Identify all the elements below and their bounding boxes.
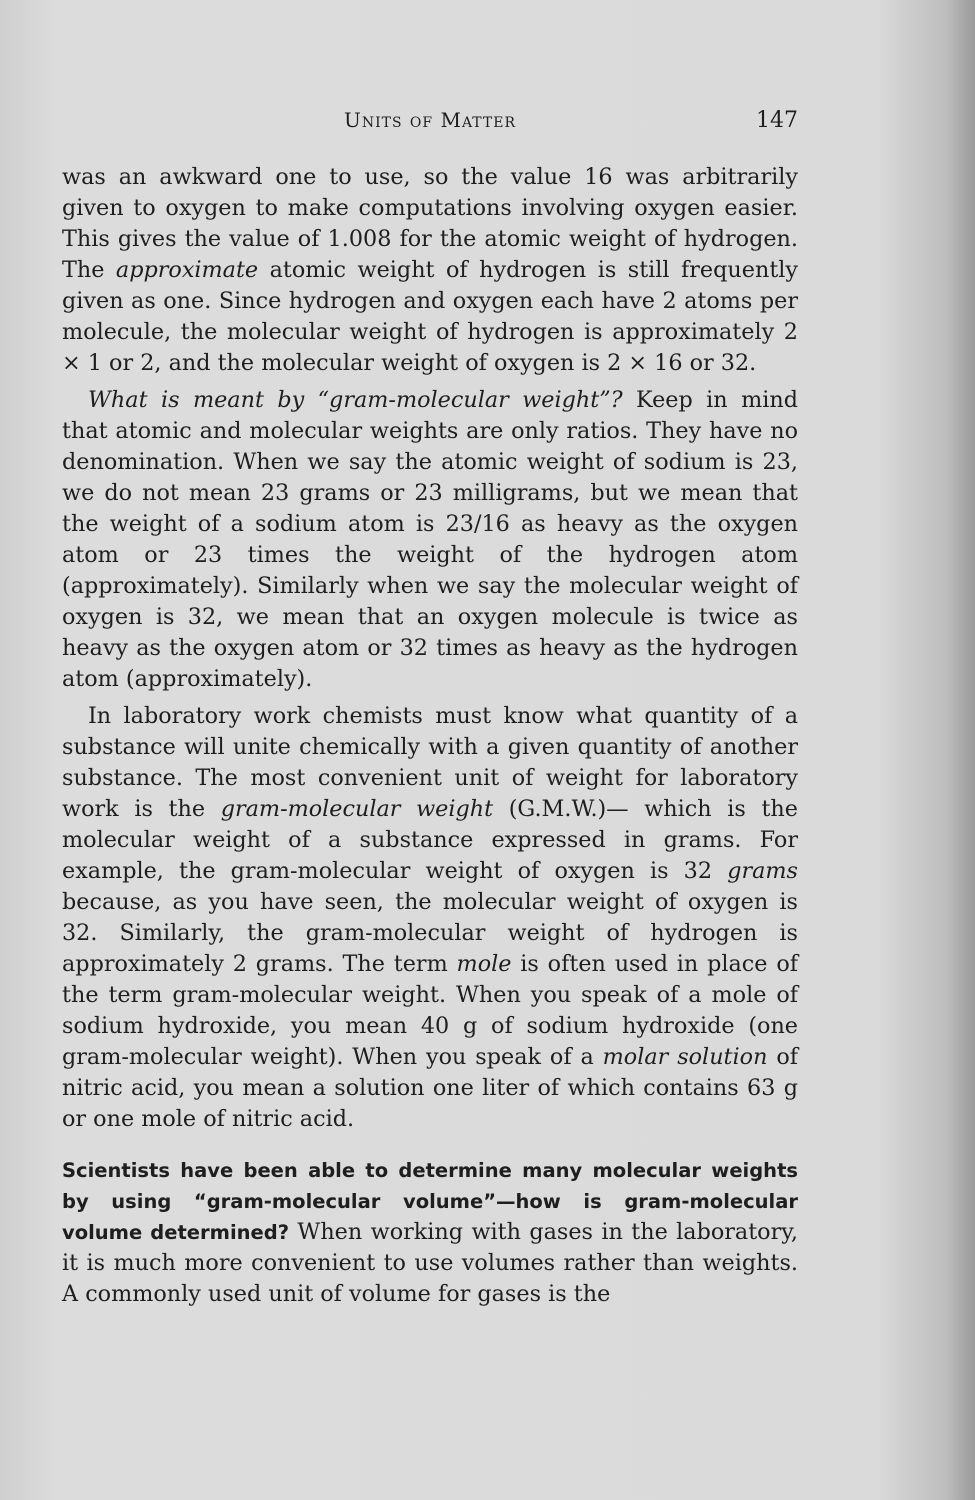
p3-italic-1: gram-molecular weight: [220, 796, 494, 822]
paragraph-4: [62, 1155, 798, 1310]
p3-italic-4: molar solution: [602, 1044, 768, 1070]
p1-text-a: was an awkward one to use, so the value 16 was arbitrarily given to oxygen to make computations involving oxygen easier. This gives the value of 1.008 for the atomic weight of hydrogen. The: [62, 164, 798, 283]
p2-question: What is meant by “gram-molecular weight”?: [88, 387, 623, 413]
p2-body: Keep in mind that atomic and molecular weights are only ratios. They have no denomination. When we say the atomic weight of sodium is 23, we do not mean 23 grams or 23 milligrams, but we mean that the weight of a sodium atom is 23/16 as heavy as the oxygen atom or 23 times the weight of the hydrogen atom (approximately). Similarly when we say the molecular weight of oxygen is 32, we mean that an oxygen molecule is twice as heavy as the oxygen atom or 32 times as heavy as the hydrogen atom (approximately).: [62, 387, 798, 692]
p3-italic-2: grams: [727, 858, 798, 884]
page-number: 147: [756, 108, 798, 133]
p3-text-d: is often used in place of the term gram-molecular weight. When you speak of a mole of sodium hydroxide, you mean 40 g of sodium hydroxide (one gram-molecular weight). When you speak of a: [62, 951, 798, 1070]
paragraph-2: [62, 385, 798, 695]
page-header: [62, 108, 798, 140]
body-text: [62, 162, 798, 1310]
paragraph-1: [62, 162, 798, 379]
p1-italic: approximate: [115, 257, 259, 283]
p4-body: When working with gases in the laboratory, it is much more convenient to use volumes rather than weights. A commonly used unit of volume for gases is the: [62, 1219, 798, 1307]
p3-text-b: (G.M.W.)— which is the molecular weight of a substance expressed in grams. For example, the gram-molecular weight of oxygen is 32: [62, 796, 798, 884]
section-heading: Scientists have been able to determine many molecular weights by using “gram-molecular volume”—how is gram-molecular volume determined?: [62, 1159, 798, 1244]
paragraph-3: [62, 701, 798, 1135]
running-head: Units of Matter: [344, 108, 516, 132]
p3-text-e: of nitric acid, you mean a solution one liter of which contains 63 g or one mole of nitric acid.: [62, 1044, 799, 1132]
p3-text-a: In laboratory work chemists must know what quantity of a substance will unite chemically with a given quantity of another substance. The most convenient unit of weight for laboratory work is the: [62, 703, 798, 822]
p3-text-c: because, as you have seen, the molecular weight of oxygen is 32. Similarly, the gram-molecular weight of hydrogen is approximately 2 grams. The term: [62, 889, 798, 977]
p3-italic-3: mole: [456, 951, 512, 977]
p1-text-b: atomic weight of hydrogen is still frequently given as one. Since hydrogen and oxygen each have 2 atoms per molecule, the molecular weight of hydrogen is approximately 2 × 1 or 2, and the molecular weight of oxygen is 2 × 16 or 32.: [62, 257, 799, 376]
